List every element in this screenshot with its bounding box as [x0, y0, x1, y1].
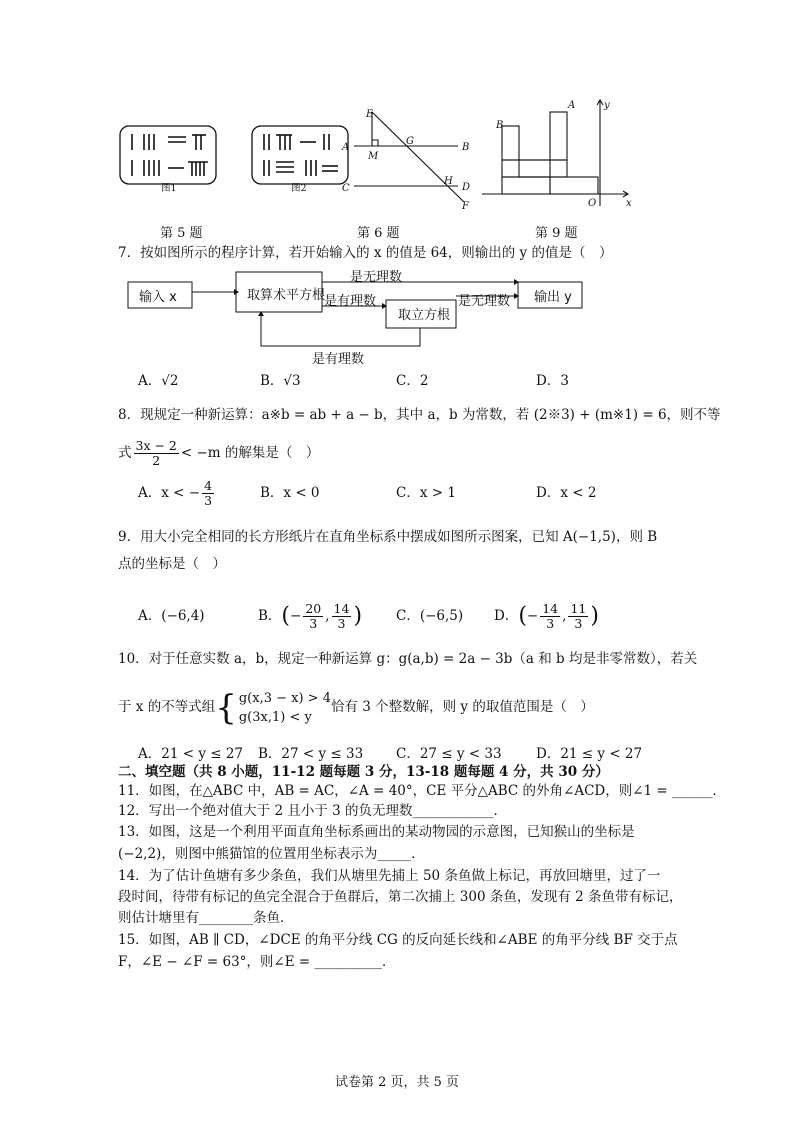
q8-options — [138, 478, 738, 508]
q14-stem-3: 则估计塘里有________条鱼． — [118, 910, 294, 926]
q15-stem: 15．如图，AB ∥ CD，∠DCE 的角平分线 CG 的反向延长线和∠ABE 的角平分线 BF 交于点 — [118, 932, 678, 948]
fig9-axis-x: x — [626, 198, 632, 209]
q10-options — [138, 742, 738, 764]
page-footer: 试卷第 2 页，共 5 页 — [334, 1075, 460, 1090]
fig6-point-e: E — [366, 109, 374, 120]
q8-stem-2: 式 $\frac{3x - 2}{2}$ < −m 的解集是（ ） — [118, 438, 320, 468]
flow-output-box: 输出 y — [534, 290, 572, 305]
fig5-caption-2: 图2 — [291, 183, 307, 194]
q10-stem: 10．对于任意实数 a，b，规定一种新运算 g：g(a,b) = 2a − 3b（a 和 b 均是非零常数），若关 — [118, 651, 698, 667]
flow-input-box: 输入 x — [139, 290, 177, 305]
fig6-label: 第 6 题 — [357, 226, 400, 241]
q14-stem: 14．为了估计鱼塘有多少条鱼，我们从塘里先捕上 50 条鱼做上标记，再放回塘里，过了一 — [118, 868, 661, 884]
figure-5 — [118, 122, 350, 202]
fig6-point-f: F — [462, 201, 469, 212]
q11-stem: 11．如图，在△ABC 中，AB = AC，∠A = 40°，CE 平分△ABC 的外角∠ACD，则∠1 = ______． — [118, 783, 727, 799]
q8-option-b[interactable]: B．x < 0 — [260, 485, 320, 501]
q10-stem-2: 于 x 的不等式组 { g(x,3 − x) > 4 g(3x,1) < y 恰有 3 个整数解，则 y 的取值范围是（ ） — [118, 687, 594, 728]
q10-option-d[interactable]: D．21 ≤ y < 27 — [536, 746, 643, 762]
q10-inequality-system: { g(x,3 − x) > 4 g(3x,1) < y — [215, 687, 331, 728]
fig6-point-b: B — [462, 142, 470, 153]
q9-stem: 9．用大小完全相同的长方形纸片在直角坐标系中摆成如图所示图案，已知 A(−1,5)，则 B — [118, 529, 658, 545]
fig6-point-h: H — [444, 176, 453, 187]
flow-label-rational-bottom: 是有理数 — [312, 352, 365, 367]
q7-option-a[interactable]: A．√2 — [138, 373, 179, 389]
q15-stem-2: F，∠E − ∠F = 63°，则∠E = __________． — [118, 954, 396, 970]
fig6-point-m: M — [368, 151, 379, 162]
q7-option-b[interactable]: B．√3 — [260, 373, 301, 389]
q10-option-a[interactable]: A．21 < y ≤ 27 — [138, 746, 244, 762]
q7-option-c[interactable]: C．2 — [396, 373, 429, 389]
q8-option-c[interactable]: C．x > 1 — [396, 485, 456, 501]
flow-label-irrational-top: 是无理数 — [350, 270, 403, 285]
figure-6 — [340, 106, 480, 212]
q9-options — [138, 598, 738, 634]
q9-option-d[interactable]: D．(− $\frac{14}{3}$ , $\frac{11}{3}$ ) — [494, 601, 599, 631]
q14-stem-2: 段时间，待带有标记的鱼完全混合于鱼群后，第二次捕上 300 条鱼，发现有 2 条鱼带有标记， — [118, 889, 683, 905]
section-2-heading: 二、填空题（共 8 小题，11-12 题每题 3 分，13-18 题每题 4 分，共 30 分） — [118, 764, 609, 780]
q9-option-c[interactable]: C．(−6,5) — [396, 608, 464, 624]
flow-sqrt-box: 取算术平方根 — [247, 288, 326, 303]
fig5-label: 第 5 题 — [160, 226, 203, 241]
q8-stem: 8．现规定一种新运算：a※b = ab + a − b，其中 a，b 为常数，若 (2※3) + (m※1) = 6，则不等 — [118, 407, 721, 423]
fig6-point-c: C — [342, 183, 350, 194]
q7-options — [138, 369, 738, 391]
q8-option-a[interactable]: A．x < − $\frac{4}{3}$ — [138, 478, 213, 508]
q9-option-a[interactable]: A．(−6,4) — [138, 608, 205, 624]
q10-option-c[interactable]: C．27 ≤ y < 33 — [396, 746, 502, 762]
fig9-point-b: B — [496, 120, 504, 131]
q13-stem: 13．如图，这是一个利用平面直角坐标系画出的某动物园的示意图，已知猴山的坐标是 — [118, 824, 635, 840]
q8-option-d[interactable]: D．x < 2 — [536, 485, 597, 501]
fig5-caption-1: 图1 — [161, 183, 177, 194]
fig9-point-a: A — [568, 100, 576, 111]
fig9-origin: O — [588, 198, 597, 209]
q10-option-b[interactable]: B．27 < y ≤ 33 — [258, 746, 364, 762]
q13-stem-2: (−2,2)，则图中熊猫馆的位置用坐标表示为_____． — [118, 846, 425, 862]
flow-label-irrational-mid: 是无理数 — [458, 294, 511, 309]
q12-stem: 12．写出一个绝对值大于 2 且小于 3 的负无理数____________． — [118, 803, 508, 819]
fig9-label: 第 9 题 — [535, 226, 578, 241]
fig6-point-a: A — [342, 142, 350, 153]
flow-cbrt-box: 取立方根 — [398, 308, 451, 323]
fig9-axis-y: y — [604, 100, 610, 111]
q9-stem-2: 点的坐标是（ ） — [118, 556, 226, 572]
q8-fraction: $\frac{3x - 2}{2}$ — [135, 438, 177, 468]
q9-option-b[interactable]: B．(− $\frac{20}{3}$ , $\frac{14}{3}$ ) — [258, 601, 363, 631]
fig6-point-d: D — [462, 182, 471, 193]
fig6-point-g: G — [406, 136, 414, 147]
q7-stem: 7．按如图所示的程序计算，若开始输入的 x 的值是 64，则输出的 y 的值是（ ） — [118, 245, 613, 261]
figure-9 — [478, 94, 638, 216]
q7-option-d[interactable]: D．3 — [536, 373, 569, 389]
flow-label-rational-mid: 是有理数 — [324, 294, 377, 309]
